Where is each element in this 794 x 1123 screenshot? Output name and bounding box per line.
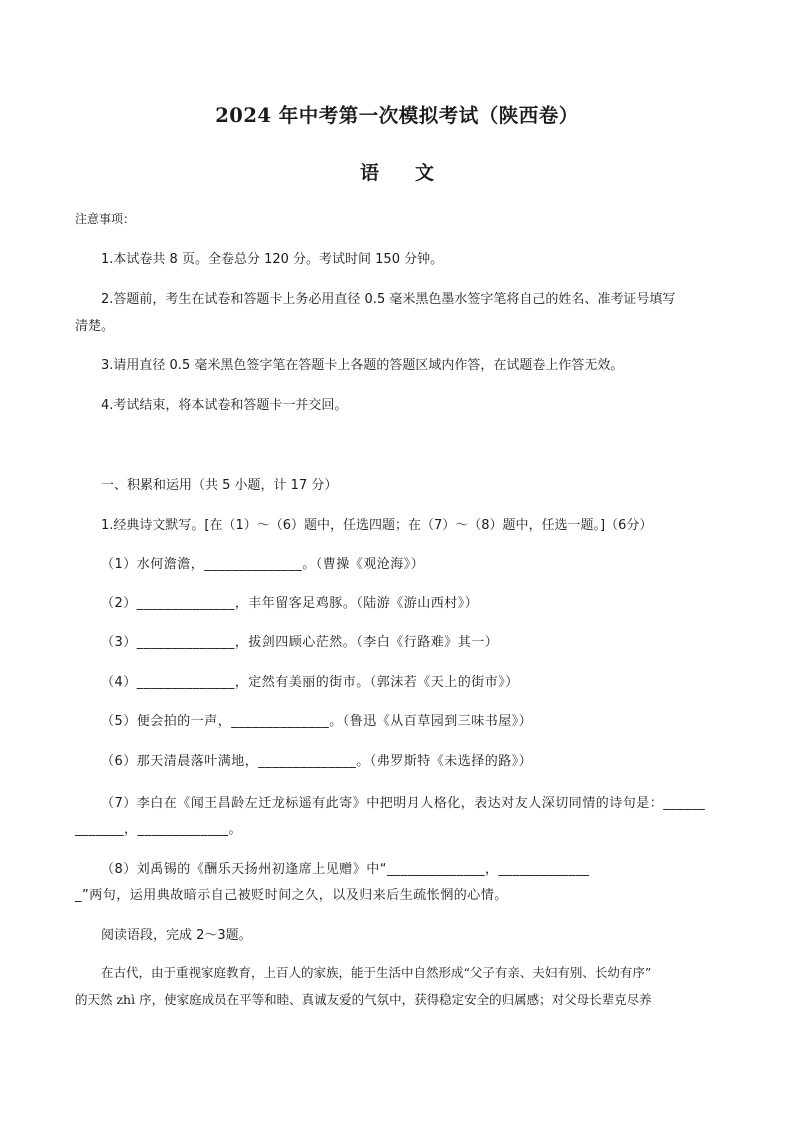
notice-item-3: 3.请用直径 0.5 毫米黑色签字笔在答题卡上各题的答题区域内作答，在试题卷上作答无效。	[101, 358, 624, 373]
notice-item-4: 4.考试结束，将本试卷和答题卡一并交回。	[101, 398, 348, 413]
question-1-item-4: （4）______________，定然有美丽的街市。（郭沫若《天上的街市》）	[101, 675, 519, 690]
passage-line-1: 在古代，由于重视家庭教育，上百人的家族，能于生活中自然形成“父子有亲、夫妇有别、长幼有序”	[101, 965, 652, 980]
question-1-item-7-cont: _______，_____________。	[75, 822, 243, 837]
question-1-item-5: （5）便会拍的一声，______________。（鲁迅《从百草园到三味书屋》）	[101, 714, 533, 729]
question-1-item-8: （8）刘禹锡的《酬乐天扬州初逢席上见赠》中“______________，_____________	[101, 862, 590, 877]
question-1-intro: 1.经典诗文默写。[在（1）～（6）题中，任选四题；在（7）～（8）题中，任选一题。]（6分）	[101, 518, 653, 533]
question-1-item-7: （7）李白在《闻王昌龄左迁龙标遥有此寄》中把明月人格化，表达对友人深切同情的诗句是：______	[101, 796, 706, 811]
notice-item-2-cont: 清楚。	[75, 319, 115, 334]
exam-title: 2024 年中考第一次模拟考试（陕西卷）	[215, 104, 579, 127]
notice-heading: 注意事项：	[75, 212, 136, 226]
question-1-item-3: （3）______________，拔剑四顾心茫然。（李白《行路难》其一）	[101, 635, 499, 650]
notice-item-1: 1.本试卷共 8 页。全卷总分 120 分。考试时间 150 分钟。	[101, 252, 444, 267]
passage-line-2: 的天然 zhì 序，使家庭成员在平等和睦、真诚友爱的气氛中，获得稳定安全的归属感；对父母长辈克尽养	[75, 992, 652, 1007]
question-1-item-1: （1）水何澹澹，______________。（曹操《观沧海》）	[101, 557, 425, 572]
question-1-item-6: （6）那天清晨落叶满地，______________。（弗罗斯特《未选择的路》）	[101, 754, 533, 769]
reading-intro: 阅读语段，完成 2～3题。	[101, 928, 252, 943]
subject-title: 语文	[359, 162, 470, 184]
section-heading: 一、积累和运用（共 5 小题，计 17 分）	[101, 478, 338, 493]
question-1-item-8-cont: _”两句，运用典故暗示自己被贬时间之久，以及归来后生疏怅惘的心情。	[75, 888, 508, 903]
question-1-item-2: （2）______________，丰年留客足鸡豚。（陆游《游山西村》）	[101, 596, 479, 611]
notice-item-2: 2.答题前，考生在试卷和答题卡上务必用直径 0.5 毫米黑色墨水签字笔将自己的姓名、准考证号填写	[101, 292, 676, 307]
